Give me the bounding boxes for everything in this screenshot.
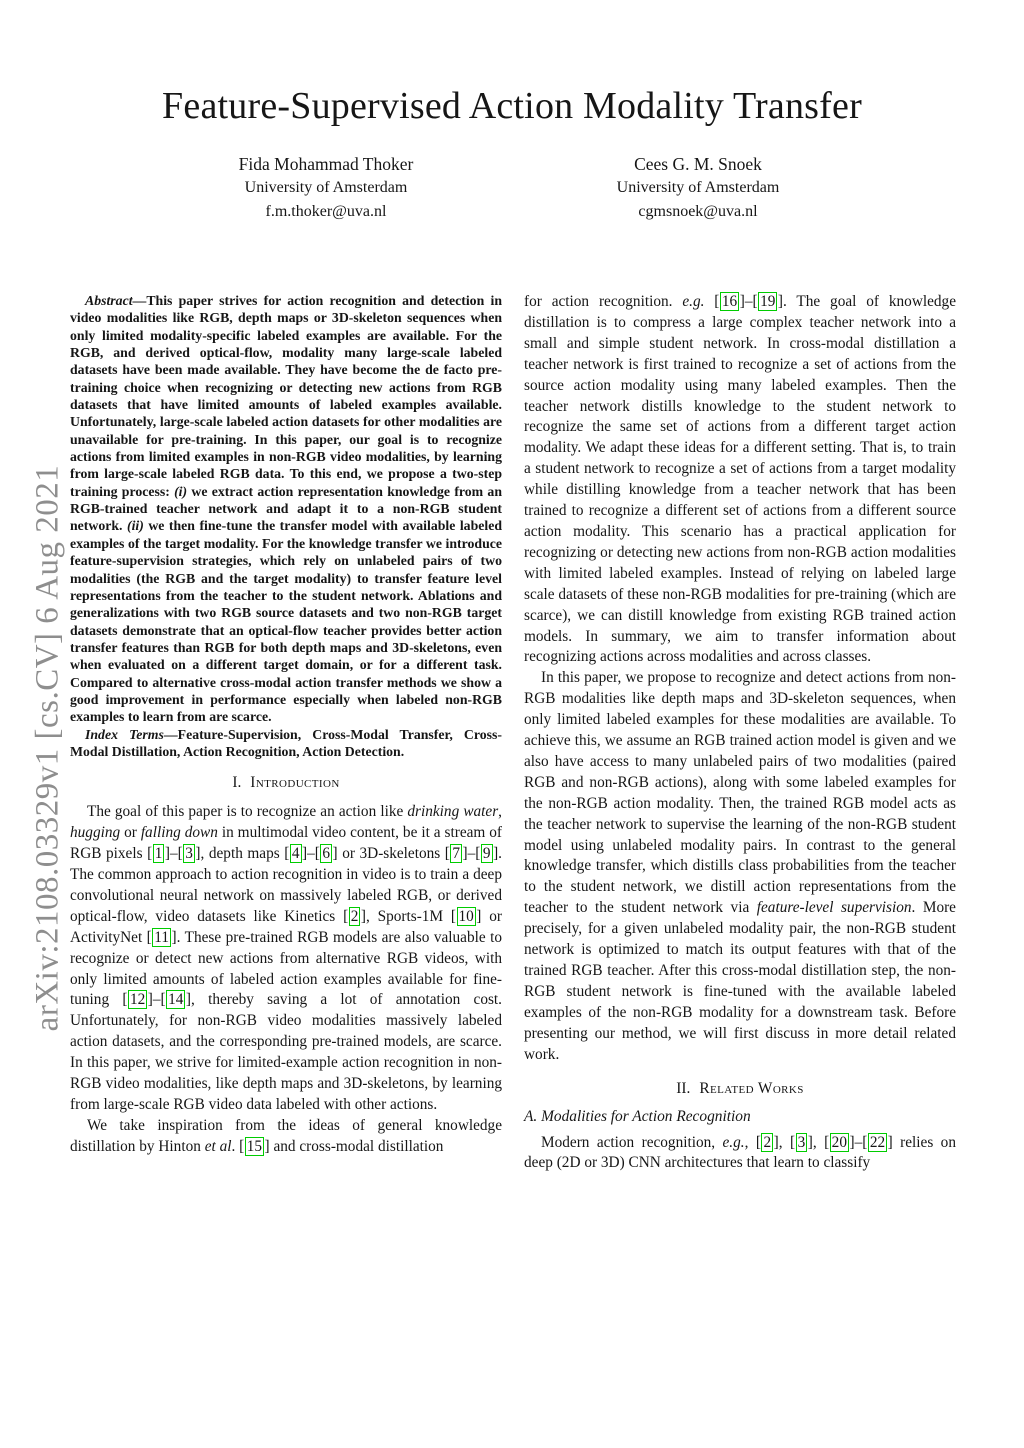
citation-link-14[interactable]: 14 — [168, 991, 184, 1009]
section-number: I. — [232, 774, 242, 792]
section-heading-introduction — [70, 774, 502, 792]
section-number: II. — [676, 1079, 691, 1097]
author-email: cgmsnoek@uva.nl — [638, 203, 758, 220]
related-works-paragraph-1: Modern action recognition, e.g., [ 2 ], [ 3 ], [ 20 ]–[ 22 ] relies on deep (2D or 3D) CNN architectures that learn to classify — [524, 1133, 956, 1172]
introduction-paragraph-2: We take inspiration from the ideas of general knowledge distillation by Hinton et al. [ 15 ] and cross-modal distillation — [70, 1116, 502, 1155]
citation-link-16[interactable]: 16 — [721, 293, 738, 310]
citation-link-7[interactable]: 7 — [452, 845, 461, 863]
abstract-paragraph: Abstract—This paper strives for action recognition and detection in video modalities like RGB, depth maps or 3D-skeleton sequences when only limited modality-specific labeled examples are available. For the RGB, and derived optical-flow, modality many large-scale labeled datasets have been made available. They have become the de facto pre-training choice when recognizing or detecting new actions from RGB datasets that have limited amounts of labeled examples available. Unfortunately, large-scale labeled action datasets for other modalities are unavailable for pre-training. In this paper, our goal is to recognize actions from limited examples in non-RGB video modalities, by learning from large-scale labeled RGB data. To this end, we propose a two-step training process: (i) we extract action representation knowledge from an RGB-trained teacher network and adapt it to a non-RGB student network. (ii) we then fine-tune the transfer model with available labeled examples of the target modality. For the knowledge transfer we introduce feature-supervision strategies, which rely on unlabeled pairs of two modalities (the RGB and the target modality) to transfer feature level representations from the teacher to the student network. Ablations and generalizations with two RGB source datasets and two non-RGB target datasets demonstrate that an optical-flow teacher provides better action transfer features than RGB for both depth maps and 3D-skeletons, even when evaluated on a different target domain, or for a different task. Compared to alternative cross-modal action transfer methods we show a good improvement in performance especially when labeled non-RGB examples to learn from are scarce. — [70, 293, 503, 725]
author-affiliation: University of Amsterdam — [616, 179, 780, 196]
citation-link-10[interactable]: 10 — [458, 907, 474, 925]
author-block — [168, 152, 484, 224]
citation-link-12[interactable]: 12 — [129, 991, 146, 1009]
right-column — [524, 292, 956, 1174]
citation-link-22[interactable]: 22 — [869, 1133, 886, 1151]
citation-link-1[interactable]: 1 — [154, 845, 163, 863]
citation-link-9[interactable]: 9 — [482, 845, 491, 863]
author-email: f.m.thoker@uva.nl — [265, 203, 387, 220]
citation-link-4[interactable]: 4 — [291, 845, 300, 863]
citation-link-20[interactable]: 20 — [831, 1133, 847, 1151]
author-name: Cees G. M. Snoek — [634, 154, 762, 174]
section-title: Introduction — [250, 774, 340, 792]
citation-link-11[interactable]: 11 — [154, 928, 170, 946]
citation-link-2[interactable]: 2 — [763, 1133, 772, 1151]
right-column-paragraph-2: In this paper, we propose to recognize and detect actions from non-RGB modalities like depth maps and 3D-skeleton sequences, when only limited labeled examples for these modalities are available. To achieve this, we assume an RGB trained action model is given and we also have access to many unlabeled pairs of two modalities (paired RGB and non-RGB actions), along with some labeled examples for the non-RGB action modality. Then, the trained RGB model acts as the teacher network to supervise the learning of the non-RGB student model using unlabeled modality pairs. In contrast to the general knowledge transfer, which distills class probabilities from the teacher to the student network, we distill action representations from the teacher to the student network via feature-level supervision. More precisely, for a given unlabeled modality pair, the non-RGB student network is optimized to match its output features with that of the trained RGB teacher. After this cross-modal distillation step, the non-RGB student network is fine-tuned with the available labeled examples of the non-RGB modality for a downstream task. Before presenting our method, we will first discuss in more detail related work. — [524, 669, 956, 1063]
introduction-paragraph-1: The goal of this paper is to recognize an action like drinking water, hugging or falling down in multimodal video content, be it a stream of RGB pixels [ 1 ]–[ 3 ], depth maps [ 4 ]–[ 6 ] or 3D-skeletons [ 7 ]–[ 9 ]. The common approach to action recognition in video is to train a deep convolutional neural network on massively labeled RGB, or derived optical-flow, video datasets like Kinetics [ 2 ], Sports-1M [ 10 ] or ActivityNet [ 11 ]. These pre-trained RGB models are also valuable to recognize or detect new actions from alternative RGB videos, with only limited amounts of labeled action examples available for fine-tuning [ 12 ]–[ 14 ], thereby saving a lot of annotation cost. Unfortunately, for non-RGB video modalities massively labeled action datasets, and the corresponding pre-trained models, are scarce. In this paper, we strive for limited-example action recognition in non-RGB video modalities, like depth maps and 3D-skeletons, by learning from large-scale RGB video data labeled with other actions. — [70, 803, 502, 1113]
subsection-heading-modalities: A. Modalities for Action Recognition — [524, 1107, 751, 1125]
index-terms-paragraph: Index Terms—Feature-Supervision, Cross-Modal Transfer, Cross-Modal Distillation, Action Recognition, Action Detection. — [70, 726, 502, 759]
paper-title: Feature-Supervised Action Modality Transfer — [162, 85, 862, 127]
author-name: Fida Mohammad Thoker — [238, 154, 414, 174]
citation-link-19[interactable]: 19 — [760, 293, 776, 310]
left-column — [70, 292, 502, 1174]
right-column-paragraph-1: for action recognition. e.g. [ 16 ]–[ 19 ]. The goal of knowledge distillation is to compress a large complex teacher network into a small and simple student network. In cross-modal distillation a teacher network is first trained to recognize a set of actions from the source action modality using many labeled examples. Then the teacher network distills knowledge to the student network to recognize the same set of actions from a different target action modality. We adapt these ideas for a different setting. That is, to train a student network to recognize a set of actions from a target modality while distilling knowledge from a teacher network that has been trained to recognize a different set of actions from a different source action modality. This scenario has a practical application for recognizing or detecting new actions from non-RGB action modalities with limited labeled examples. Instead of relying on labeled large scale datasets of these non-RGB modalities for pre-training (which are scarce), we can distill knowledge from existing RGB trained action models. In summary, we aim to transfer information about recognizing actions across modalities and across classes. — [524, 293, 956, 666]
citation-link-2[interactable]: 2 — [350, 907, 359, 925]
author-affiliation: University of Amsterdam — [244, 179, 408, 196]
section-title: Related Works — [699, 1079, 804, 1097]
citation-link-3[interactable]: 3 — [797, 1133, 806, 1151]
two-column-body — [0, 292, 1024, 1174]
author-block — [540, 152, 856, 224]
section-heading-related-works — [524, 1080, 956, 1098]
arxiv-watermark: arXiv:2108.03329v1 [cs.CV] 6 Aug 2021 — [29, 464, 66, 1032]
citation-link-15[interactable]: 15 — [246, 1137, 263, 1155]
citation-link-6[interactable]: 6 — [322, 845, 331, 863]
citation-link-3[interactable]: 3 — [185, 845, 193, 863]
author-row — [0, 152, 1024, 224]
